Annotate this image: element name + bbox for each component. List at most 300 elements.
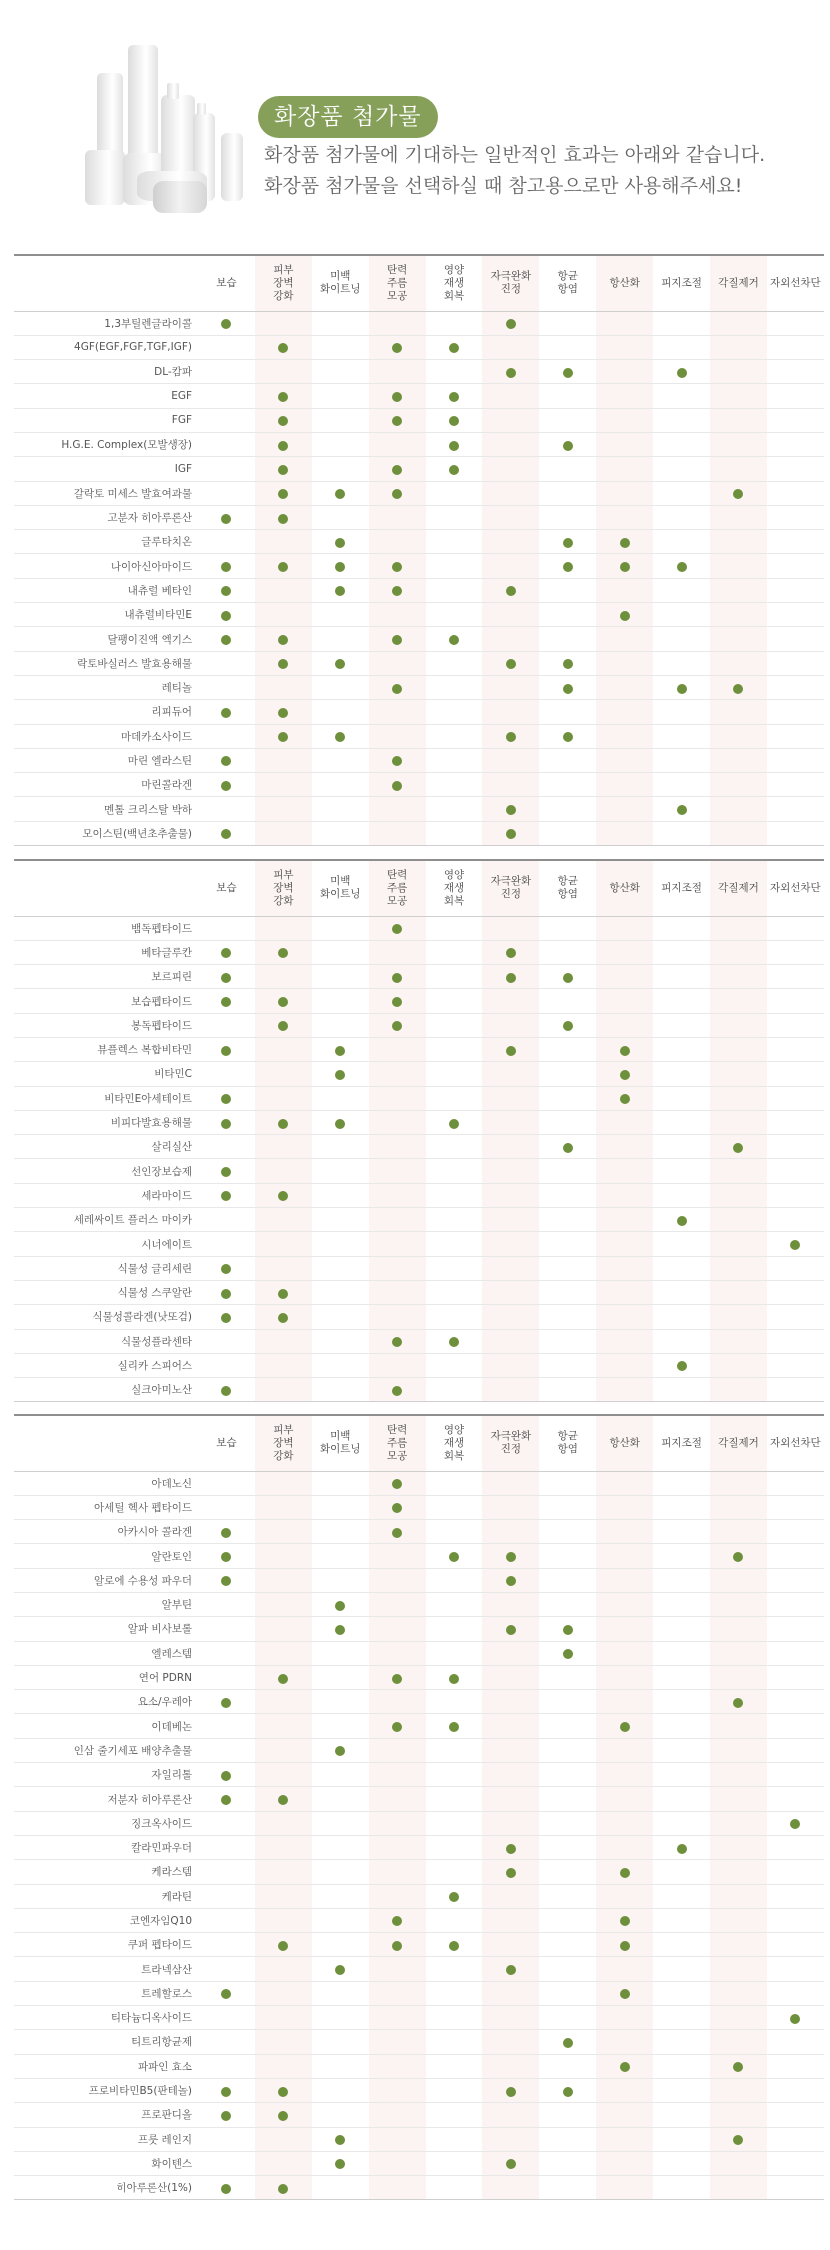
- effect-cell: [255, 578, 312, 602]
- effect-cell: [255, 384, 312, 408]
- effect-dot-icon: [392, 1528, 402, 1538]
- effect-cell: [539, 748, 596, 772]
- effect-dot-icon: [563, 1649, 573, 1659]
- intro-line-2: 화장품 첨가물을 선택하실 때 참고용으로만 사용해주세요!: [264, 175, 743, 197]
- effect-cell: [255, 773, 312, 797]
- effect-cell: [426, 989, 483, 1013]
- ingredient-name: 살리실산: [14, 1135, 198, 1159]
- effect-dot-icon: [449, 635, 459, 645]
- effect-cell: [255, 1013, 312, 1037]
- effect-cell: [198, 1787, 255, 1811]
- effect-dot-icon: [278, 635, 288, 645]
- effect-cell: [198, 1592, 255, 1616]
- effect-cell: [653, 2103, 710, 2127]
- table-row: [14, 724, 824, 748]
- effect-dot-icon: [335, 1119, 345, 1129]
- effect-cell: [767, 1787, 824, 1811]
- effect-cell: [255, 675, 312, 699]
- effect-dot-icon: [733, 489, 743, 499]
- effect-dot-icon: [278, 732, 288, 742]
- effect-cell: [198, 1568, 255, 1592]
- effect-cell: [596, 1208, 653, 1232]
- effect-cell: [653, 2054, 710, 2078]
- effect-cell: [539, 2176, 596, 2200]
- effect-cell: [255, 1329, 312, 1353]
- effect-cell: [767, 1520, 824, 1544]
- effect-cell: [710, 1908, 767, 1932]
- effect-cell: [369, 1256, 426, 1280]
- effect-dot-icon: [392, 562, 402, 572]
- effect-cell: [653, 1690, 710, 1714]
- ingredient-name: 비타민E아세테이트: [14, 1086, 198, 1110]
- effect-dot-icon: [563, 2087, 573, 2097]
- table-row: [14, 1520, 824, 1544]
- effect-cell: [255, 1256, 312, 1280]
- effect-cell: [426, 530, 483, 554]
- effect-cell: [312, 2054, 369, 2078]
- effect-cell: [539, 2151, 596, 2175]
- effect-dot-icon: [221, 635, 231, 645]
- effect-dot-icon: [221, 611, 231, 621]
- effect-cell: [710, 408, 767, 432]
- effect-cell: [482, 675, 539, 699]
- effect-cell: [426, 2127, 483, 2151]
- effect-cell: [198, 1378, 255, 1402]
- effect-cell: [426, 505, 483, 529]
- effect-cell: [653, 1086, 710, 1110]
- effect-cell: [710, 2030, 767, 2054]
- effect-cell: [255, 1062, 312, 1086]
- effect-cell: [653, 651, 710, 675]
- effect-cell: [369, 797, 426, 821]
- effect-dot-icon: [392, 1722, 402, 1732]
- effect-cell: [482, 724, 539, 748]
- effect-dot-icon: [392, 924, 402, 934]
- ingredient-name: 코엔자임Q10: [14, 1908, 198, 1932]
- effect-cell: [255, 1520, 312, 1544]
- effect-cell: [369, 1641, 426, 1665]
- table-row: [14, 1908, 824, 1932]
- effect-cell: [596, 1062, 653, 1086]
- column-header: 자외선차단: [767, 860, 824, 916]
- effect-cell: [482, 1933, 539, 1957]
- effect-dot-icon: [620, 2062, 630, 2072]
- effect-dot-icon: [620, 1989, 630, 1999]
- effect-cell: [710, 603, 767, 627]
- effect-cell: [312, 1641, 369, 1665]
- effect-cell: [482, 311, 539, 335]
- effect-dot-icon: [563, 538, 573, 548]
- effect-cell: [596, 1256, 653, 1280]
- effect-cell: [596, 2103, 653, 2127]
- ingredient-name: 트레할로스: [14, 1981, 198, 2005]
- effect-cell: [767, 724, 824, 748]
- effect-cell: [198, 651, 255, 675]
- effect-cell: [198, 989, 255, 1013]
- effect-cell: [312, 1933, 369, 1957]
- effect-dot-icon: [733, 1698, 743, 1708]
- effect-cell: [369, 1520, 426, 1544]
- effect-cell: [198, 1835, 255, 1859]
- effect-cell: [596, 675, 653, 699]
- effect-cell: [767, 1738, 824, 1762]
- effect-dot-icon: [278, 997, 288, 1007]
- effect-cell: [426, 1787, 483, 1811]
- ingredient-name: 보르피린: [14, 965, 198, 989]
- effect-cell: [767, 1835, 824, 1859]
- ingredient-name: 뱀독펩타이드: [14, 916, 198, 940]
- effect-dot-icon: [449, 1337, 459, 1347]
- effect-cell: [198, 1086, 255, 1110]
- effect-cell: [596, 1641, 653, 1665]
- effect-cell: [539, 1037, 596, 1061]
- effect-cell: [596, 2151, 653, 2175]
- effect-cell: [198, 384, 255, 408]
- effect-cell: [539, 1957, 596, 1981]
- ingredient-name: 내츄럴비타민E: [14, 603, 198, 627]
- effect-cell: [255, 1232, 312, 1256]
- effect-cell: [255, 2006, 312, 2030]
- effect-cell: [312, 724, 369, 748]
- effect-dot-icon: [278, 1021, 288, 1031]
- effect-dot-icon: [392, 1916, 402, 1926]
- effect-dot-icon: [221, 1119, 231, 1129]
- effect-cell: [596, 1738, 653, 1762]
- column-header: 자극완화 진정: [482, 860, 539, 916]
- effect-cell: [255, 1037, 312, 1061]
- table-row: [14, 408, 824, 432]
- effect-cell: [482, 1811, 539, 1835]
- effect-cell: [710, 530, 767, 554]
- effect-cell: [539, 1835, 596, 1859]
- effect-cell: [767, 1135, 824, 1159]
- effect-cell: [198, 1208, 255, 1232]
- effect-cell: [710, 700, 767, 724]
- effect-cell: [198, 408, 255, 432]
- effect-cell: [596, 1232, 653, 1256]
- effect-cell: [539, 2127, 596, 2151]
- effect-cell: [255, 1738, 312, 1762]
- effect-cell: [653, 1738, 710, 1762]
- effect-cell: [426, 1305, 483, 1329]
- effect-cell: [426, 773, 483, 797]
- effect-cell: [426, 724, 483, 748]
- effect-cell: [426, 578, 483, 602]
- effect-cell: [653, 1787, 710, 1811]
- effect-cell: [539, 1232, 596, 1256]
- effect-cell: [653, 384, 710, 408]
- effect-cell: [198, 748, 255, 772]
- table-row: [14, 1208, 824, 1232]
- effect-cell: [653, 2006, 710, 2030]
- effect-cell: [596, 1592, 653, 1616]
- effect-cell: [255, 432, 312, 456]
- effect-dot-icon: [790, 1819, 800, 1829]
- effect-dot-icon: [335, 659, 345, 669]
- effect-cell: [426, 2054, 483, 2078]
- effect-cell: [198, 1738, 255, 1762]
- effect-cell: [482, 1110, 539, 1134]
- table-row: [14, 2054, 824, 2078]
- effect-cell: [482, 1013, 539, 1037]
- ingredient-name: 아카시아 콜라겐: [14, 1520, 198, 1544]
- effect-cell: [482, 1086, 539, 1110]
- effect-dot-icon: [506, 319, 516, 329]
- effect-cell: [539, 1933, 596, 1957]
- effect-cell: [767, 2127, 824, 2151]
- effect-cell: [539, 1860, 596, 1884]
- ingredient-name: 자일리톨: [14, 1763, 198, 1787]
- table-header-row: [14, 1415, 824, 1471]
- effect-cell: [426, 821, 483, 845]
- effect-dot-icon: [620, 1070, 630, 1080]
- effect-cell: [710, 821, 767, 845]
- effect-cell: [198, 940, 255, 964]
- effect-cell: [710, 1811, 767, 1835]
- effect-cell: [767, 1592, 824, 1616]
- effect-cell: [426, 1811, 483, 1835]
- effect-cell: [255, 1763, 312, 1787]
- effect-cell: [482, 1835, 539, 1859]
- effect-cell: [539, 578, 596, 602]
- effect-cell: [539, 1908, 596, 1932]
- effect-cell: [426, 651, 483, 675]
- effect-cell: [369, 940, 426, 964]
- effect-cell: [710, 554, 767, 578]
- effect-dot-icon: [221, 781, 231, 791]
- effect-cell: [369, 554, 426, 578]
- effect-cell: [255, 1714, 312, 1738]
- effect-cell: [710, 1280, 767, 1304]
- effect-dot-icon: [221, 973, 231, 983]
- effect-cell: [369, 481, 426, 505]
- effect-cell: [198, 1981, 255, 2005]
- effect-cell: [255, 1884, 312, 1908]
- effect-cell: [710, 940, 767, 964]
- effect-cell: [653, 1183, 710, 1207]
- effect-dot-icon: [278, 1289, 288, 1299]
- effect-cell: [426, 1520, 483, 1544]
- effect-cell: [312, 1763, 369, 1787]
- effect-cell: [312, 311, 369, 335]
- additive-table-1: [14, 254, 824, 846]
- effect-dot-icon: [563, 659, 573, 669]
- table-row: [14, 1981, 824, 2005]
- effect-cell: [482, 1353, 539, 1377]
- table-row: [14, 1062, 824, 1086]
- effect-cell: [312, 1037, 369, 1061]
- effect-cell: [369, 1110, 426, 1134]
- effect-cell: [482, 1280, 539, 1304]
- ingredient-name: 식물성플라센타: [14, 1329, 198, 1353]
- effect-cell: [369, 335, 426, 359]
- table-row: [14, 748, 824, 772]
- column-header: 각질제거: [710, 1415, 767, 1471]
- effect-cell: [539, 311, 596, 335]
- table-row: [14, 1835, 824, 1859]
- effect-cell: [369, 627, 426, 651]
- page-title-badge: 화장품 첨가물: [258, 96, 438, 138]
- table-row: [14, 2151, 824, 2175]
- effect-dot-icon: [392, 635, 402, 645]
- effect-cell: [710, 432, 767, 456]
- effect-cell: [426, 1933, 483, 1957]
- effect-dot-icon: [506, 2159, 516, 2169]
- column-header: 항균 항염: [539, 860, 596, 916]
- effect-dot-icon: [506, 368, 516, 378]
- effect-cell: [653, 773, 710, 797]
- table-row: [14, 675, 824, 699]
- effect-cell: [482, 1908, 539, 1932]
- effect-cell: [653, 1159, 710, 1183]
- effect-cell: [426, 1208, 483, 1232]
- effect-cell: [710, 1714, 767, 1738]
- effect-cell: [369, 1135, 426, 1159]
- effect-cell: [255, 1617, 312, 1641]
- effect-cell: [255, 627, 312, 651]
- effect-dot-icon: [221, 1771, 231, 1781]
- effect-cell: [596, 1086, 653, 1110]
- effect-dot-icon: [335, 1965, 345, 1975]
- effect-cell: [312, 1110, 369, 1134]
- effect-cell: [653, 797, 710, 821]
- effect-cell: [312, 457, 369, 481]
- effect-cell: [426, 432, 483, 456]
- ingredient-name: DL-캄파: [14, 360, 198, 384]
- effect-cell: [198, 1353, 255, 1377]
- effect-cell: [596, 1714, 653, 1738]
- table-row: [14, 1183, 824, 1207]
- effect-cell: [198, 2006, 255, 2030]
- ingredient-name: 식물성 스쿠알란: [14, 1280, 198, 1304]
- effect-cell: [426, 965, 483, 989]
- effect-cell: [255, 1641, 312, 1665]
- effect-cell: [539, 1738, 596, 1762]
- table-row: [14, 1811, 824, 1835]
- effect-cell: [426, 1353, 483, 1377]
- effect-cell: [426, 2151, 483, 2175]
- effect-cell: [539, 1690, 596, 1714]
- effect-cell: [426, 1763, 483, 1787]
- ingredient-name: 실리카 스피어스: [14, 1353, 198, 1377]
- effect-cell: [312, 1835, 369, 1859]
- effect-cell: [710, 1183, 767, 1207]
- effect-cell: [369, 1544, 426, 1568]
- effect-dot-icon: [392, 343, 402, 353]
- effect-cell: [710, 360, 767, 384]
- effect-cell: [596, 384, 653, 408]
- effect-cell: [767, 1957, 824, 1981]
- effect-cell: [710, 1353, 767, 1377]
- effect-cell: [198, 627, 255, 651]
- ingredient-name: 티트리항균제: [14, 2030, 198, 2054]
- effect-dot-icon: [278, 659, 288, 669]
- effect-cell: [369, 1159, 426, 1183]
- effect-cell: [710, 1062, 767, 1086]
- effect-cell: [426, 1835, 483, 1859]
- effect-cell: [710, 384, 767, 408]
- effect-cell: [482, 916, 539, 940]
- effect-cell: [255, 700, 312, 724]
- effect-cell: [482, 578, 539, 602]
- effect-cell: [426, 408, 483, 432]
- additive-table-3: [14, 1414, 824, 2200]
- effect-dot-icon: [221, 319, 231, 329]
- effect-cell: [767, 1037, 824, 1061]
- effect-dot-icon: [221, 708, 231, 718]
- ingredient-name: 알로에 수용성 파우더: [14, 1568, 198, 1592]
- effect-dot-icon: [278, 392, 288, 402]
- effect-cell: [482, 360, 539, 384]
- effect-dot-icon: [221, 2111, 231, 2121]
- effect-cell: [312, 408, 369, 432]
- table-row: [14, 311, 824, 335]
- effect-cell: [767, 1208, 824, 1232]
- effect-cell: [369, 1763, 426, 1787]
- effect-cell: [482, 1378, 539, 1402]
- table-row: [14, 481, 824, 505]
- effect-dot-icon: [335, 2135, 345, 2145]
- effect-cell: [312, 1280, 369, 1304]
- effect-cell: [255, 1592, 312, 1616]
- effect-cell: [482, 2078, 539, 2102]
- effect-cell: [198, 530, 255, 554]
- effect-dot-icon: [449, 343, 459, 353]
- effect-cell: [596, 1183, 653, 1207]
- effect-cell: [312, 1981, 369, 2005]
- effect-cell: [369, 989, 426, 1013]
- effect-cell: [312, 1714, 369, 1738]
- effect-cell: [426, 1641, 483, 1665]
- effect-cell: [369, 1981, 426, 2005]
- table-row: [14, 1884, 824, 1908]
- effect-cell: [767, 1763, 824, 1787]
- effect-cell: [369, 432, 426, 456]
- effect-dot-icon: [620, 1868, 630, 1878]
- effect-cell: [539, 1495, 596, 1519]
- effect-cell: [653, 1280, 710, 1304]
- effect-cell: [653, 821, 710, 845]
- effect-cell: [312, 1329, 369, 1353]
- effect-cell: [482, 2127, 539, 2151]
- table-row: [14, 1495, 824, 1519]
- effect-cell: [482, 1981, 539, 2005]
- effect-cell: [767, 965, 824, 989]
- effect-cell: [198, 432, 255, 456]
- effect-cell: [198, 1763, 255, 1787]
- table-row: [14, 1617, 824, 1641]
- effect-cell: [539, 554, 596, 578]
- effect-cell: [767, 2103, 824, 2127]
- effect-cell: [653, 1908, 710, 1932]
- effect-dot-icon: [392, 781, 402, 791]
- table-row: [14, 1738, 824, 1762]
- effect-cell: [482, 2054, 539, 2078]
- effect-cell: [369, 1835, 426, 1859]
- effect-cell: [767, 1933, 824, 1957]
- effect-dot-icon: [563, 973, 573, 983]
- effect-cell: [369, 1013, 426, 1037]
- table-row: [14, 1353, 824, 1377]
- effect-cell: [710, 773, 767, 797]
- effect-cell: [539, 1520, 596, 1544]
- effect-cell: [198, 2054, 255, 2078]
- effect-cell: [653, 1544, 710, 1568]
- column-header: 보습: [198, 860, 255, 916]
- effect-cell: [767, 1086, 824, 1110]
- column-header: 영양 재생 회복: [426, 255, 483, 311]
- effect-dot-icon: [677, 1361, 687, 1371]
